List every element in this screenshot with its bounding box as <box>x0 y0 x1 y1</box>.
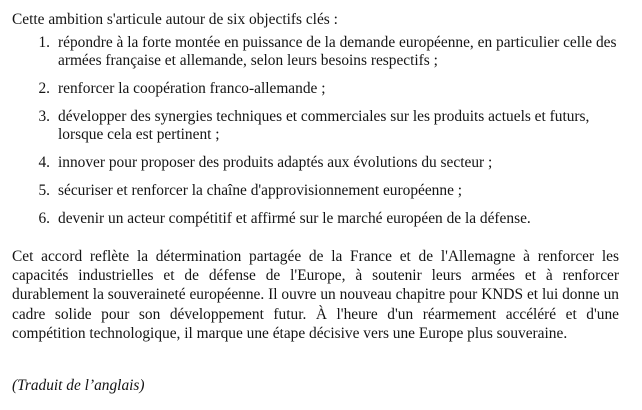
objective-item <box>0 182 642 200</box>
objective-number: 1. <box>38 34 50 51</box>
objective-text: innover pour proposer des produits adaptés aux évolutions du secteur ; <box>58 154 493 171</box>
objective-text: renforcer la coopération franco-allemande ; <box>58 80 326 97</box>
objective-item <box>0 80 642 98</box>
objective-number: 5. <box>38 182 50 199</box>
body-paragraph: Cet accord reflète la détermination partagée de la France et de l'Allemagne à renforcer les capacités industrielles et de défense de l'Europe, à soutenir leurs armées et à renforcer durablement la souveraineté européenne. Il ouvre un nouveau chapitre pour KNDS et lui donne un cadre solide pour son développement futur. À l'heure d'un réarmement accéléré et d'une compétition technologique, il marque une étape décisive vers une Europe plus souveraine. <box>12 248 619 342</box>
objectives-list <box>0 34 642 238</box>
translation-note: (Traduit de l’anglais) <box>12 377 145 394</box>
objective-number: 6. <box>38 210 50 227</box>
objective-number: 4. <box>38 154 50 171</box>
objective-text: devenir un acteur compétitif et affirmé sur le marché européen de la défense. <box>58 210 531 227</box>
objective-number: 2. <box>38 80 50 97</box>
objective-text: répondre à la forte montée en puissance de la demande européenne, en particulier celle des armées française et allemande, selon leurs besoins respectifs ; <box>58 34 617 69</box>
objective-item <box>0 210 642 228</box>
objective-item <box>0 154 642 172</box>
objective-item <box>0 34 642 70</box>
objective-text: développer des synergies techniques et commerciales sur les produits actuels et futurs, lorsque cela est pertinent ; <box>58 108 590 143</box>
objective-text: sécuriser et renforcer la chaîne d'approvisionnement européenne ; <box>58 182 463 199</box>
intro-sentence: Cette ambition s'articule autour de six objectifs clés : <box>12 11 338 28</box>
objective-item <box>0 108 642 144</box>
objective-number: 3. <box>38 108 50 125</box>
